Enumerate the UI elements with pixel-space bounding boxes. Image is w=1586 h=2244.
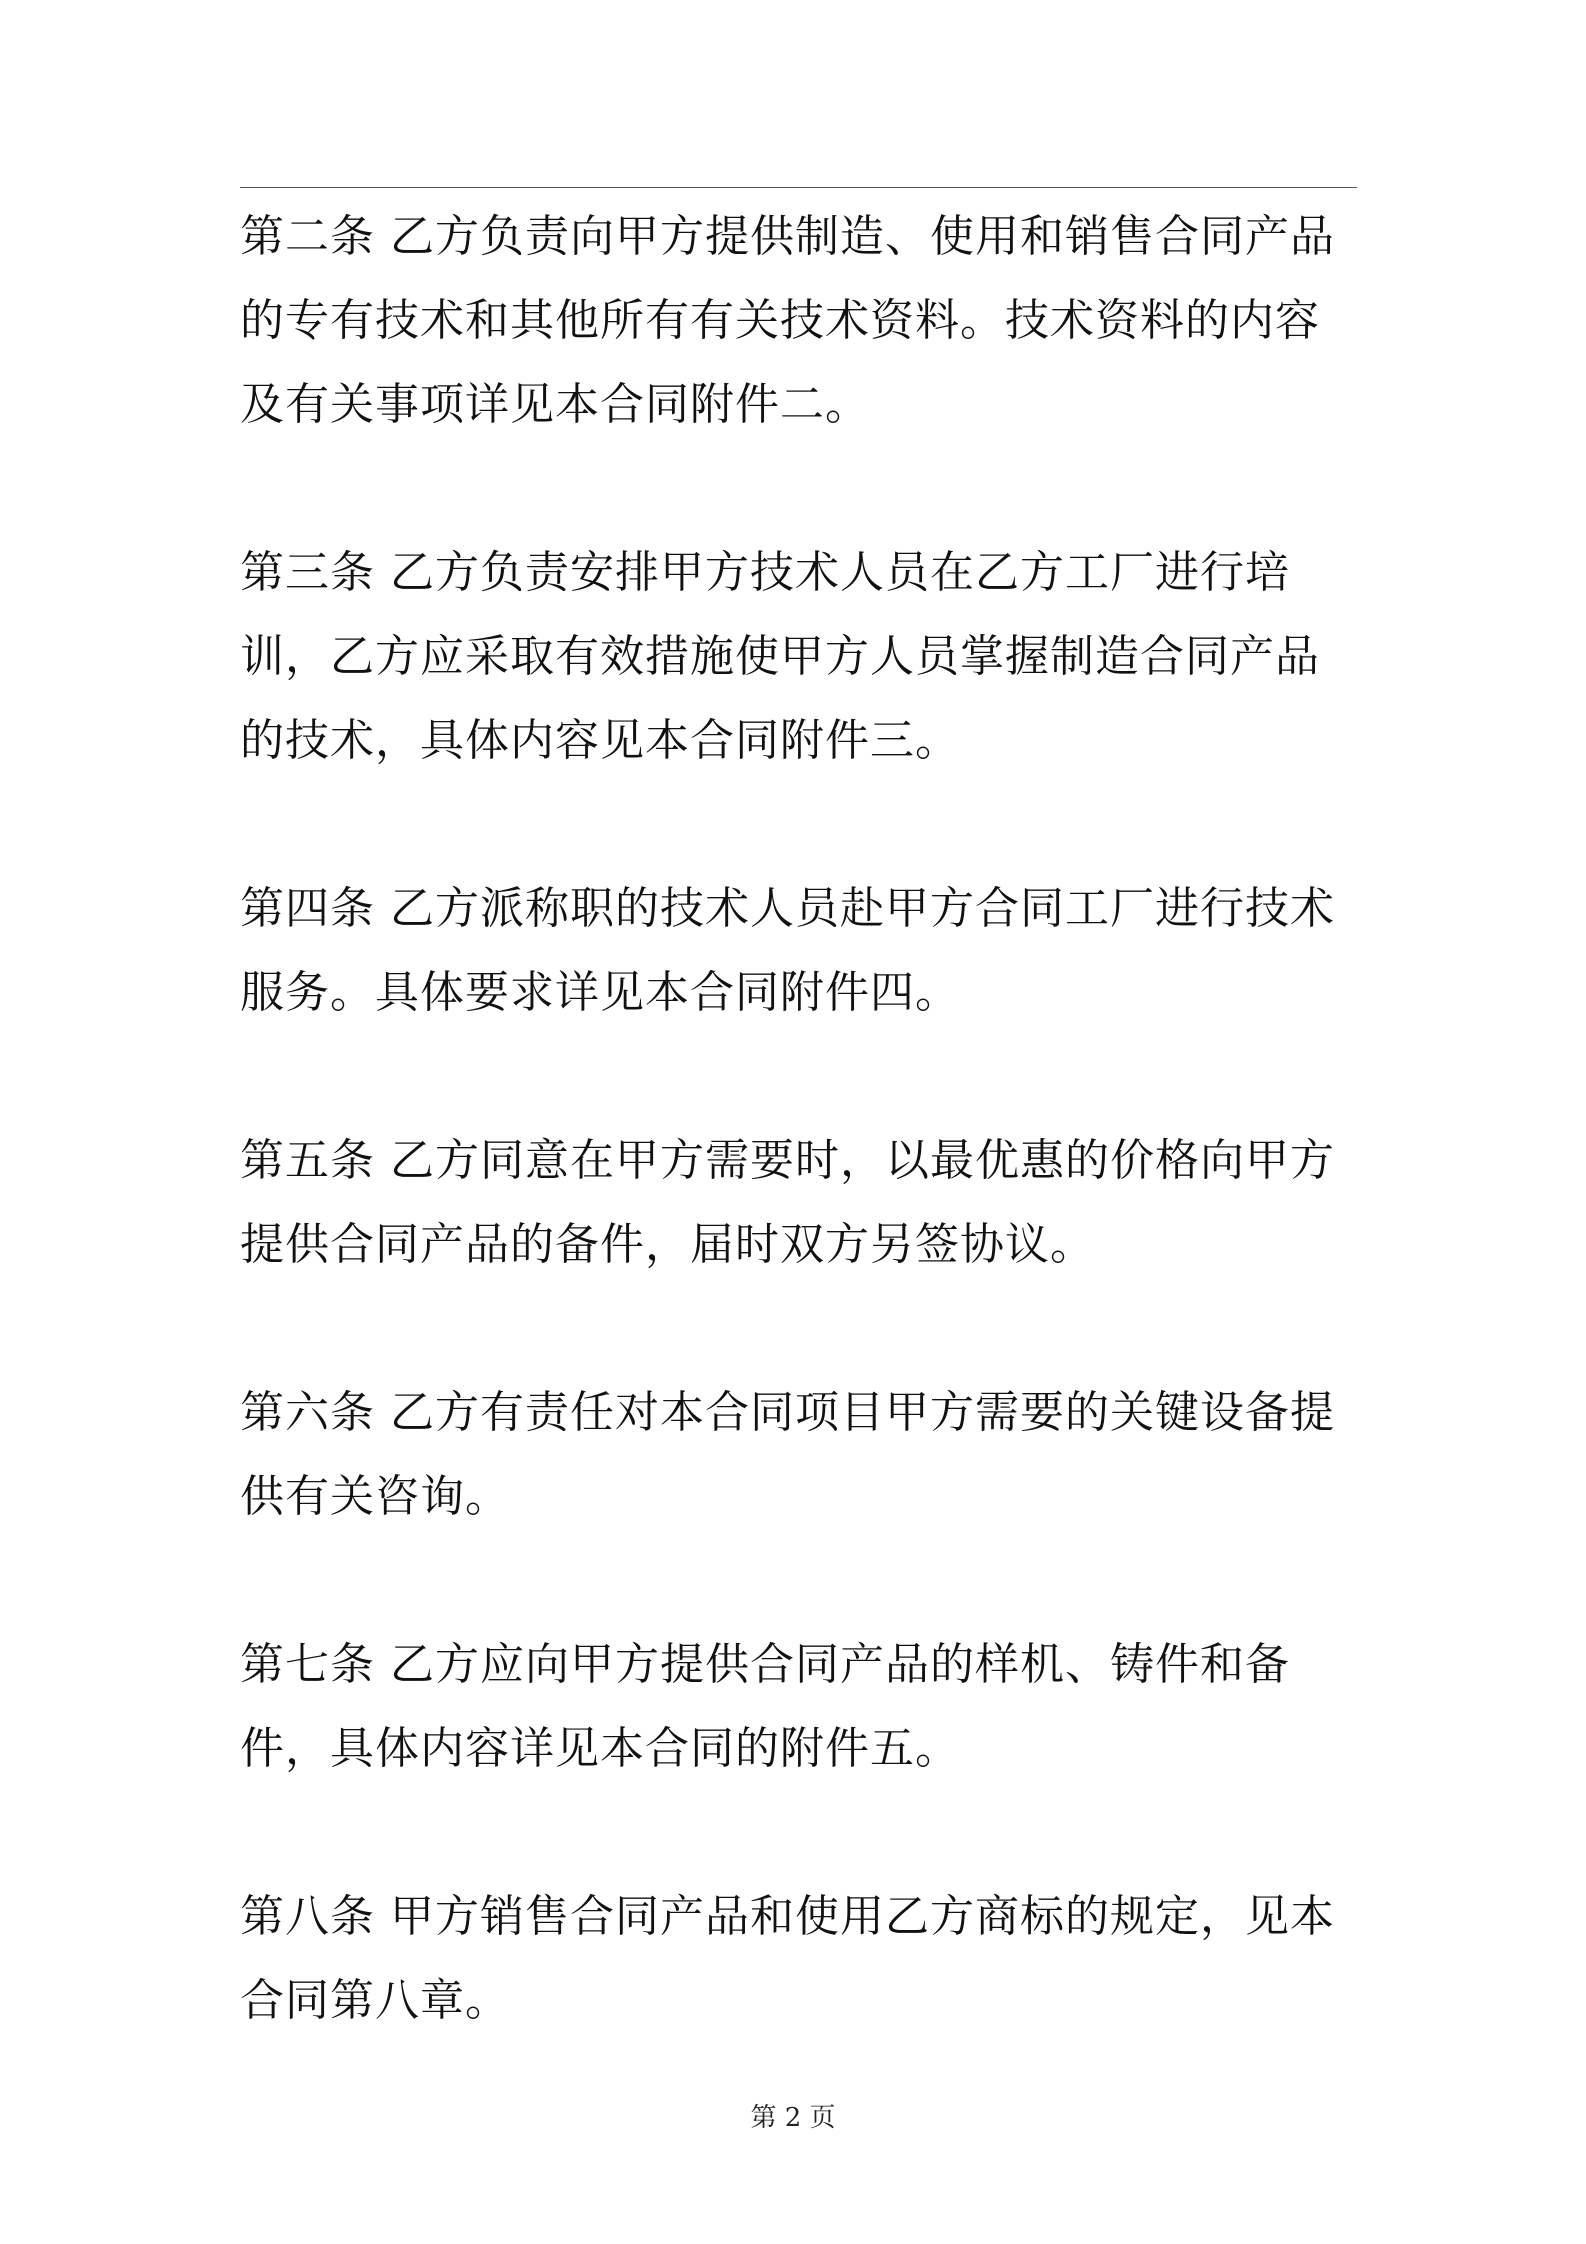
clause-3: 第三条 乙方负责安排甲方技术人员在乙方工厂进行培训，乙方应采取有效措施使甲方人员掌握制造合同产品的技术，具体内容见本合同附件三。 [240,547,1320,766]
header-rule [240,187,1357,188]
clause-6: 第六条 乙方有责任对本合同项目甲方需要的关键设备提供有关咨询。 [240,1387,1335,1522]
clause-8: 第八条 甲方销售合同产品和使用乙方商标的规定，见本合同第八章。 [240,1891,1335,2026]
clause-4: 第四条 乙方派称职的技术人员赴甲方合同工厂进行技术服务。具体要求详见本合同附件四。 [240,883,1335,1018]
contract-body [240,195,1360,2127]
clause-7: 第七条 乙方应向甲方提供合同产品的样机、铸件和备件，具体内容详见本合同的附件五。 [240,1639,1290,1774]
page-number: 第 2 页 [750,2103,836,2133]
clause-5: 第五条 乙方同意在甲方需要时，以最优惠的价格向甲方提供合同产品的备件，届时双方另签协议。 [240,1135,1335,1270]
clause-2: 第二条 乙方负责向甲方提供制造、使用和销售合同产品的专有技术和其他所有有关技术资料。技术资料的内容及有关事项详见本合同附件二。 [240,211,1335,430]
